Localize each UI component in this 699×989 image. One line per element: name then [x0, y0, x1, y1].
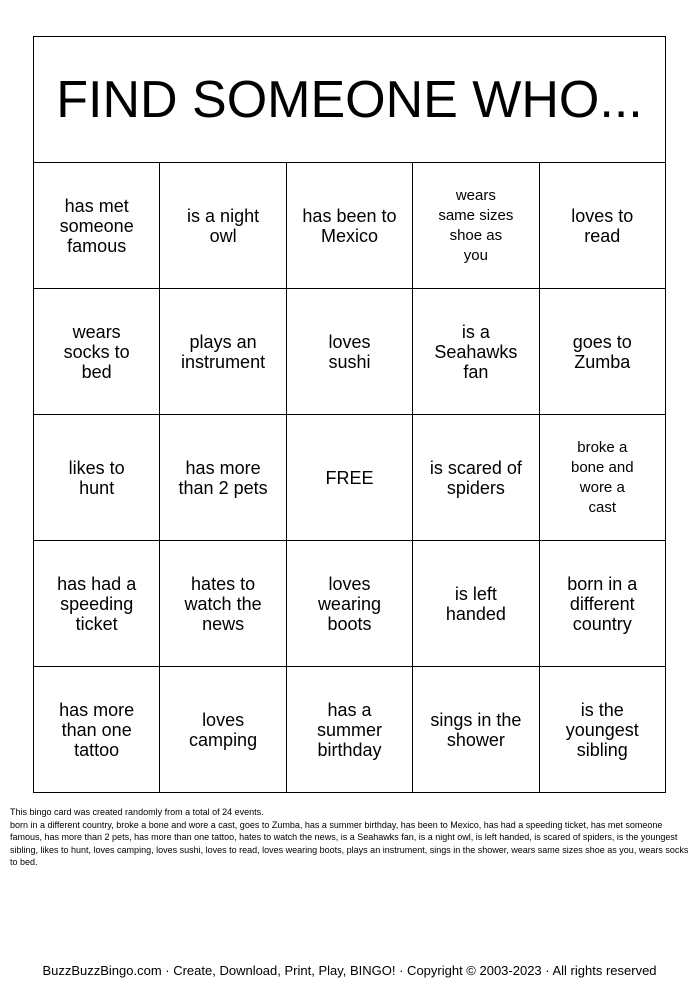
- cell-text: has a summer birthday: [316, 699, 382, 760]
- card-title: FIND SOMEONE WHO...: [34, 37, 666, 163]
- title-row: [34, 37, 666, 163]
- card-description: [10, 806, 690, 869]
- cell-text: loves sushi: [328, 331, 371, 372]
- bingo-cell: [286, 667, 412, 793]
- cell-text: hates to watch the news: [184, 573, 262, 634]
- free-space: [286, 415, 412, 541]
- description-event-list: born in a different country, broke a bone and wore a cast, goes to Zumba, has a summer birthday, has been to Mexico, has had a speeding ticket, has met someone famous, has more than 2 pets, has more than one tattoo, hates to watch the news, is a Seahawks fan, is a night owl, is left handed, is scared of spiders, is the youngest sibling, likes to hunt, loves camping, loves sushi, loves to read, loves wearing boots, plays an instrument, sings in the shower, wears same sizes shoe as you, wears socks to bed.: [10, 819, 689, 867]
- cell-text: is a night owl: [187, 205, 260, 246]
- cell-text: wears socks to bed: [63, 321, 130, 382]
- bingo-cell: [286, 163, 412, 289]
- cell-text: is left handed: [445, 583, 506, 624]
- bingo-cell: [539, 541, 665, 667]
- bingo-cell: [539, 667, 665, 793]
- cell-text: broke a bone and wore a cast: [570, 438, 634, 516]
- cell-text: wears same sizes shoe as you: [438, 186, 514, 264]
- cell-text: FREE: [325, 467, 374, 488]
- cell-text: likes to hunt: [68, 457, 125, 498]
- bingo-row: [34, 163, 666, 289]
- cell-text: has more than one tattoo: [59, 699, 135, 760]
- bingo-row: [34, 289, 666, 415]
- cell-text: born in a different country: [567, 573, 638, 634]
- description-summary: This bingo card was created randomly from a total of 24 events.: [10, 807, 264, 817]
- cell-text: loves to read: [571, 205, 634, 246]
- bingo-cell: [160, 541, 286, 667]
- cell-text: has met someone famous: [59, 195, 134, 256]
- bingo-cell: [413, 667, 539, 793]
- cell-text: has had a speeding ticket: [57, 573, 137, 634]
- bingo-cell: [539, 415, 665, 541]
- cell-text: loves camping: [189, 709, 258, 750]
- bingo-card: [33, 36, 666, 793]
- cell-text: is a Seahawks fan: [434, 321, 518, 382]
- bingo-cell: [160, 163, 286, 289]
- bingo-cell: [34, 667, 160, 793]
- bingo-cell: [34, 541, 160, 667]
- bingo-cell: [413, 541, 539, 667]
- bingo-cell: [34, 289, 160, 415]
- bingo-row: [34, 667, 666, 793]
- bingo-cell: [539, 163, 665, 289]
- cell-text: sings in the shower: [430, 709, 522, 750]
- bingo-cell: [34, 163, 160, 289]
- bingo-cell: [160, 415, 286, 541]
- bingo-cell: [286, 289, 412, 415]
- cell-text: goes to Zumba: [572, 331, 632, 372]
- cell-text: loves wearing boots: [317, 573, 381, 634]
- bingo-cell: [34, 415, 160, 541]
- bingo-cell: [160, 667, 286, 793]
- cell-text: plays an instrument: [181, 331, 266, 372]
- bingo-row: [34, 541, 666, 667]
- bingo-cell: [286, 541, 412, 667]
- bingo-row: [34, 415, 666, 541]
- cell-text: is scared of spiders: [429, 457, 522, 498]
- bingo-cell: [413, 415, 539, 541]
- footer-copyright: BuzzBuzzBingo.com · Create, Download, Print, Play, BINGO! · Copyright © 2003-2023 · All rights reserved: [42, 963, 657, 978]
- bingo-cell: [539, 289, 665, 415]
- cell-text: is the youngest sibling: [565, 699, 639, 760]
- bingo-cell: [413, 289, 539, 415]
- bingo-cell: [413, 163, 539, 289]
- cell-text: has more than 2 pets: [178, 457, 268, 498]
- cell-text: has been to Mexico: [302, 205, 397, 246]
- bingo-cell: [160, 289, 286, 415]
